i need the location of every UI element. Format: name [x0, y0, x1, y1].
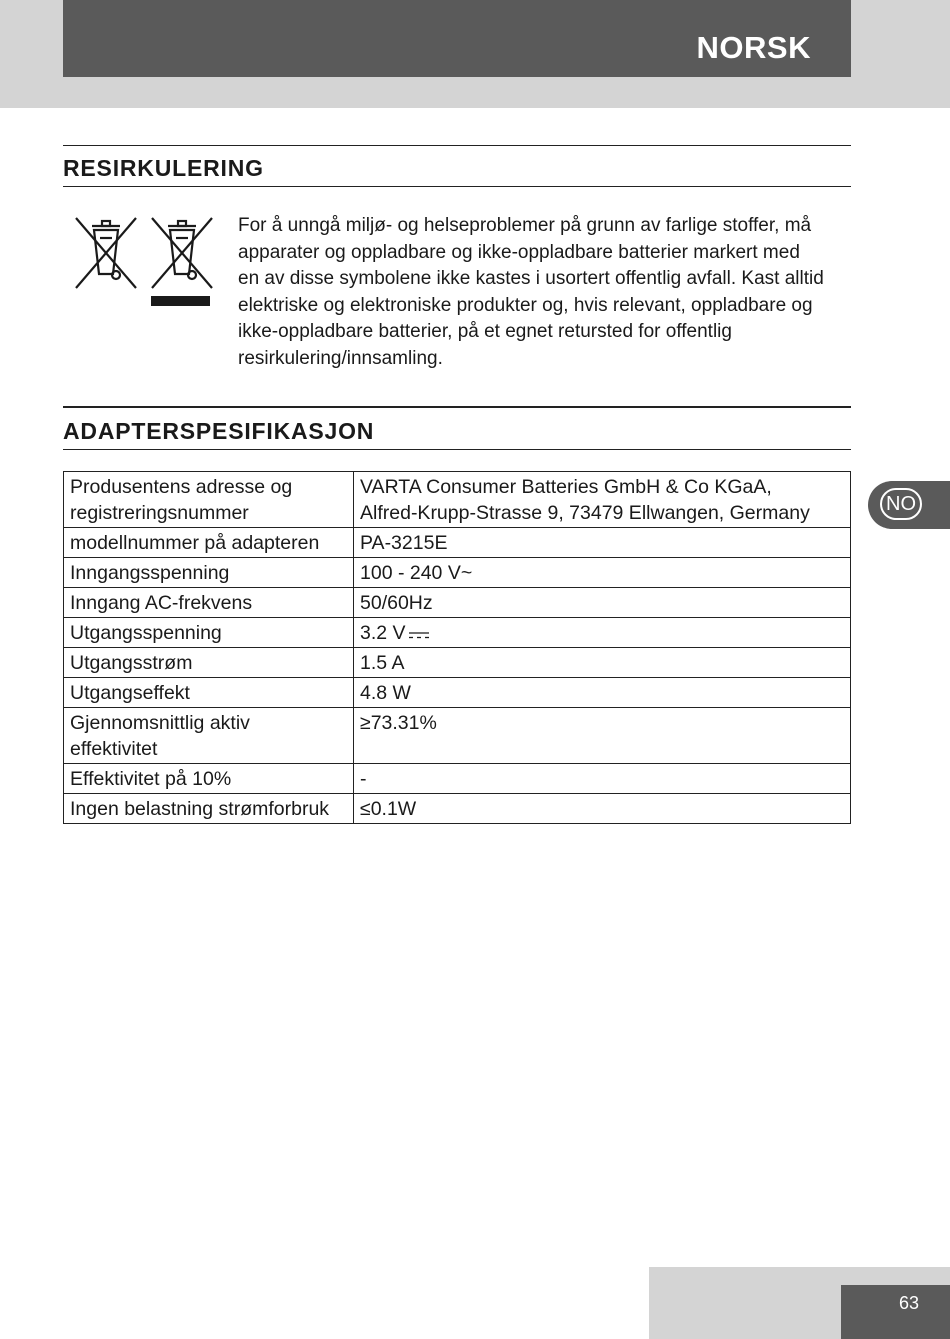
- spec-value: PA-3215E: [354, 528, 851, 558]
- page-number-box: [841, 1285, 950, 1339]
- spec-label: Utgangsstrøm: [64, 648, 354, 678]
- spec-value: -: [354, 764, 851, 794]
- table-row: [64, 558, 851, 588]
- page-number: 63: [898, 1293, 919, 1313]
- table-row: [64, 472, 851, 528]
- spec-value: 1.5 A: [354, 648, 851, 678]
- header-bar: [63, 0, 851, 77]
- spec-value: VARTA Consumer Batteries GmbH & Co KGaA, Alfred-Krupp-Strasse 9, 73479 Ellwangen, Germany: [354, 472, 851, 528]
- recycling-heading: RESIRKULERING: [63, 155, 264, 181]
- spec-value: 3.2 V: [354, 618, 851, 648]
- table-row: [64, 648, 851, 678]
- table-row: [64, 764, 851, 794]
- crossed-bin-with-bar-icon: [151, 218, 212, 306]
- divider: [63, 449, 851, 450]
- language-tab: [868, 481, 950, 529]
- recycling-paragraph: For å unngå miljø- og helseproblemer på grunn av farlige stoffer, må apparater og oppladbare og ikke-oppladbare batterier markert med en av disse symbolene ikke kastes i usortert offentlig avfall. Kast alltid elektriske og elektroniske produkter og, hvis relevant, oppladbare og ikke-oppladbare batterier, på et egnet retursted for offentlig resirkulering/innsamling.: [238, 215, 824, 369]
- spec-value: ≤0.1W: [354, 794, 851, 824]
- spec-label: Inngang AC-frekvens: [64, 588, 354, 618]
- table-row: [64, 588, 851, 618]
- divider: [63, 186, 851, 187]
- table-row: [64, 678, 851, 708]
- table-row: [64, 794, 851, 824]
- spec-label: Gjennomsnittlig aktiv effektivitet: [64, 708, 354, 764]
- adapter-heading: ADAPTERSPESIFIKASJON: [63, 418, 375, 444]
- divider: [63, 406, 851, 408]
- spec-label: Produsentens adresse og registreringsnummer: [64, 472, 354, 528]
- adapter-spec-table: [63, 471, 851, 824]
- spec-label: Utgangsspenning: [64, 618, 354, 648]
- spec-value: ≥73.31%: [354, 708, 851, 764]
- table-row: [64, 708, 851, 764]
- table-row: [64, 528, 851, 558]
- spec-value: 4.8 W: [354, 678, 851, 708]
- spec-label: Utgangseffekt: [64, 678, 354, 708]
- dc-current-icon: [408, 630, 430, 640]
- spec-label: Inngangsspenning: [64, 558, 354, 588]
- spec-label: Ingen belastning strømforbruk: [64, 794, 354, 824]
- spec-value: 50/60Hz: [354, 588, 851, 618]
- crossed-bin-icon: [76, 218, 136, 288]
- recycling-symbols: [72, 212, 217, 312]
- spec-value: 100 - 240 V~: [354, 558, 851, 588]
- page-language-title: NORSK: [696, 30, 811, 65]
- spec-label: modellnummer på adapteren: [64, 528, 354, 558]
- table-row: [64, 618, 851, 648]
- spec-label: Effektivitet på 10%: [64, 764, 354, 794]
- divider: [63, 145, 851, 146]
- language-badge: NO: [880, 488, 922, 520]
